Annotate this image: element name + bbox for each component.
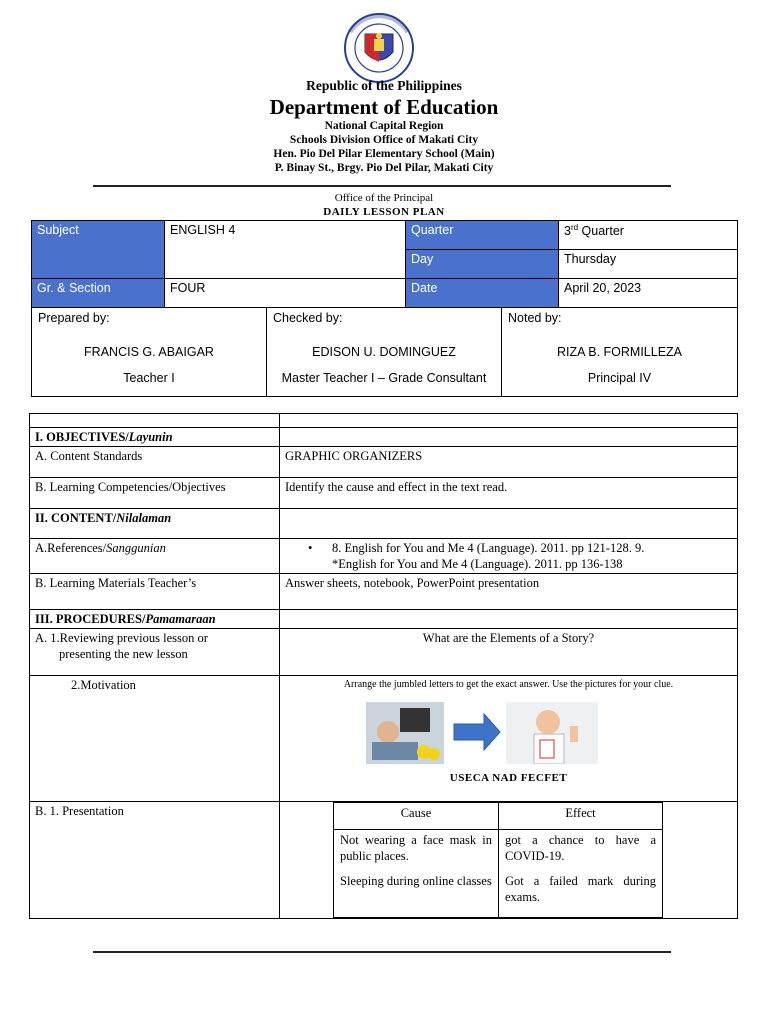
noted-label: Noted by: (508, 311, 562, 325)
blank-cell (280, 509, 738, 539)
school-label: Hen. Pio Del Pilar Elementary School (Main) (273, 148, 495, 160)
cause-1: Not wearing a face mask in public places. (340, 833, 492, 863)
header-divider (93, 185, 671, 187)
lesson-info-table (31, 220, 738, 308)
effect-cell (499, 830, 663, 918)
materials-value: Answer sheets, notebook, PowerPoint presentation (280, 574, 738, 610)
bullet-icon: • (308, 541, 313, 555)
content-standards-value: GRAPHIC ORGANIZERS (280, 447, 738, 478)
republic-label: Republic of the Philippines (306, 78, 462, 93)
procedures-heading-fil: Pamamaraan (145, 612, 216, 626)
effect-header: Effect (499, 803, 663, 830)
effect-2: Got a failed mark during exams. (505, 874, 656, 904)
content-heading: II. CONTENT/ (35, 511, 117, 525)
noted-name: RIZA B. FORMILLEZA (556, 345, 683, 359)
lesson-plan-table (29, 413, 738, 919)
checked-name: EDISON U. DOMINGUEZ (312, 345, 456, 359)
competencies-value: Identify the cause and effect in the text read. (280, 478, 738, 509)
presentation-cell (280, 802, 738, 919)
prepared-label: Prepared by: (38, 311, 110, 325)
references-label-fil: Sanggunian (106, 541, 166, 555)
section-label: Gr. & Section (37, 281, 111, 295)
division-label: Schools Division Office of Makati City (289, 134, 479, 146)
subject-value: ENGLISH 4 (170, 223, 236, 237)
date-value: April 20, 2023 (564, 281, 642, 295)
noted-role: Principal IV (587, 371, 652, 385)
arrow-right-icon (454, 714, 500, 750)
region-label: National Capital Region (324, 120, 444, 132)
section-value: FOUR (170, 281, 206, 295)
quarter-label-cell (406, 221, 559, 250)
office-label: Office of the Principal (334, 192, 434, 204)
competencies-label: B. Learning Competencies/Objectives (30, 478, 280, 509)
objectives-heading-cell (30, 428, 280, 447)
day-value: Thursday (564, 252, 617, 266)
materials-label: B. Learning Materials Teacher’s (30, 574, 280, 610)
day-label-cell (406, 250, 559, 279)
blank-cell (280, 610, 738, 629)
cause-cell (334, 830, 499, 918)
noted-cell (502, 308, 738, 397)
procedures-heading-cell (30, 610, 280, 629)
footer-divider (93, 951, 671, 953)
review-value: What are the Elements of a Story? (280, 629, 738, 676)
checked-role: Master Teacher I – Grade Consultant (281, 371, 487, 385)
cause-effect-pictures (366, 702, 598, 764)
review-label-line-1: A. 1.Reviewing previous lesson or (35, 631, 208, 645)
content-standards-label: A. Content Standards (30, 447, 280, 478)
sleeping-student-picture (366, 702, 444, 764)
objectives-heading: I. OBJECTIVES/ (35, 430, 129, 444)
subject-value-cell (165, 221, 406, 279)
quarter-word: Quarter (578, 224, 624, 239)
checked-label: Checked by: (273, 311, 343, 325)
content-heading-fil: Nilalaman (116, 511, 172, 525)
references-label: A.References/ (35, 541, 107, 555)
references-cell (280, 539, 738, 574)
quarter-label: Quarter (411, 223, 454, 237)
motivation-label: 2.Motivation (30, 676, 280, 802)
presentation-label: B. 1. Presentation (30, 802, 280, 919)
jumbled-letters: USECA NAD FECFET (449, 772, 568, 784)
checked-cell (267, 308, 502, 397)
date-value-cell (559, 279, 738, 308)
department-title: Department of Education (269, 95, 499, 119)
cause-2: Sleeping during online classes (340, 874, 492, 888)
prepared-role: Teacher I (123, 371, 175, 385)
day-label: Day (411, 252, 434, 266)
quarter-number: 3 (564, 224, 571, 239)
objectives-heading-fil: Layunin (128, 430, 173, 444)
section-value-cell (165, 279, 406, 308)
motivation-cell (280, 676, 738, 802)
quarter-suffix: rd (570, 223, 579, 232)
signatories-table (31, 307, 738, 397)
address-label: P. Binay St., Brgy. Pio Del Pilar, Makati City (274, 162, 494, 174)
blank-cell (280, 414, 738, 428)
deped-seal (332, 12, 426, 84)
reference-line-1: 8. English for You and Me 4 (Language). 2011. pp 121-128. 9. (332, 541, 645, 555)
doc-title: DAILY LESSON PLAN (323, 206, 445, 218)
blank-cell (280, 428, 738, 447)
content-heading-cell (30, 509, 280, 539)
section-label-cell (32, 279, 165, 308)
prepared-name: FRANCIS G. ABAIGAR (84, 345, 214, 359)
prepared-cell (32, 308, 267, 397)
review-label-line-2: presenting the new lesson (59, 647, 188, 661)
references-label-cell (30, 539, 280, 574)
cause-effect-table (333, 802, 663, 918)
reference-line-2: *English for You and Me 4 (Language). 2011. pp 136-138 (332, 557, 623, 571)
day-value-cell (559, 250, 738, 279)
cause-header: Cause (334, 803, 499, 830)
review-label-cell (30, 629, 280, 676)
subject-label-cell (32, 221, 165, 279)
quarter-value-cell (559, 221, 738, 250)
motivation-instruction: Arrange the jumbled letters to get the exact answer. Use the pictures for your clue. (343, 679, 674, 690)
effect-1: got a chance to have a COVID-19. (505, 833, 656, 863)
date-label: Date (411, 281, 438, 295)
failed-exam-picture (506, 702, 598, 764)
procedures-heading: III. PROCEDURES/ (35, 612, 146, 626)
date-label-cell (406, 279, 559, 308)
blank-cell (30, 414, 280, 428)
subject-label: Subject (37, 223, 79, 237)
